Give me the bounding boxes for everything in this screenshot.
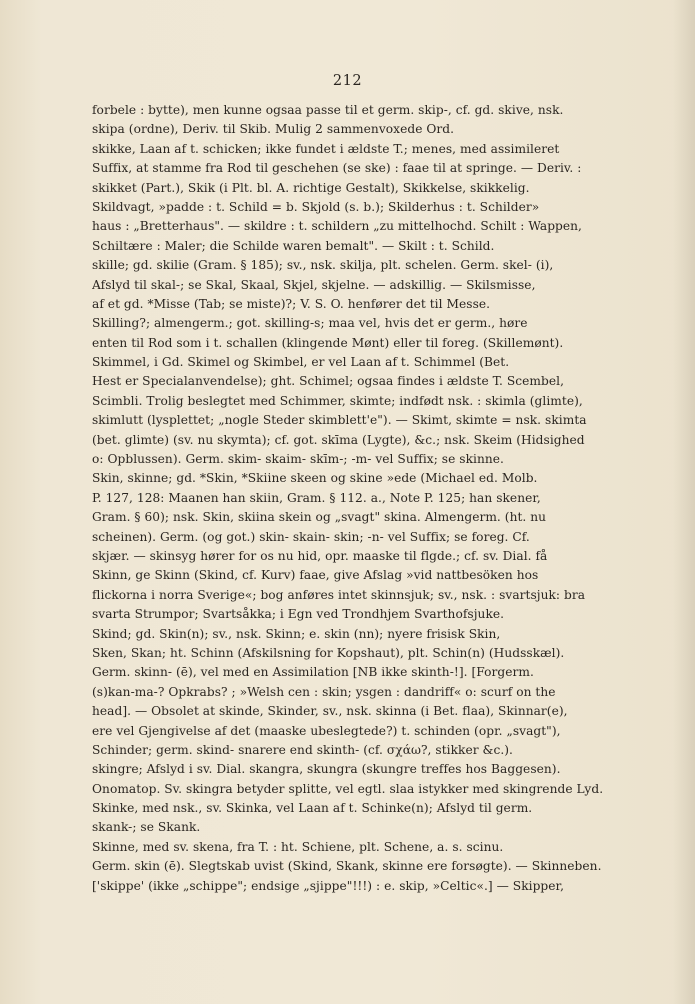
- text-line: Gram. § 60); nsk. Skin, skiina skein og „svagt" skina. Almengerm. (ht. nu: [92, 510, 547, 525]
- text-line: scheinen). Germ. (og got.) skin- skain- skin; -n- vel Suffix; se foreg. Cf.: [92, 529, 530, 544]
- text-line: Skinne, med sv. skena, fra T. : ht. Schiene, plt. Schene, a. s. scinu.: [92, 839, 504, 854]
- text-line: Afslyd til skal-; se Skal, Skaal, Skjel, skjelne. — adskillig. — Skilsmisse,: [92, 277, 536, 292]
- text-line: Germ. skinn- (ē), vel med en Assimilation [NB ikke skinth-!]. [Forgerm.: [92, 665, 534, 680]
- text-line: af et gd. *Misse (Tab; se miste)?; V. S. O. henfører det til Messe.: [92, 296, 491, 311]
- text-line: haus : „Bretterhaus". — skildre : t. schildern „zu mittelhochd. Schilt : Wappen,: [92, 219, 582, 234]
- text-line: (s)kan-ma-? Opkrabs? ; »Welsh cen : skin; ysgen : dandriff« o: scurf on the: [92, 684, 556, 699]
- page-number: 212: [332, 73, 363, 89]
- text-line: skjær. — skinsyg hører for os nu hid, opr. maaske til flgde.; cf. sv. Dial. få: [92, 548, 548, 563]
- dictionary-text-block: [92, 101, 644, 896]
- text-line: (bet. glimte) (sv. nu skymta); cf. got. skīma (Lygte), &c.; nsk. Skeim (Hidsighed: [92, 432, 585, 447]
- text-line: forbele : bytte), men kunne ogsaa passe til et germ. skip-, cf. gd. skive, nsk.: [92, 103, 564, 117]
- text-line: skille; gd. skilie (Gram. § 185); sv., nsk. skilja, plt. schelen. Germ. skel- (i),: [92, 258, 554, 273]
- text-line: head]. — Obsolet at skinde, Skinder, sv., nsk. skinna (i Bet. flaa), Skinnar(e),: [92, 704, 568, 719]
- text-line: enten til Rod som i t. schallen (klingende Mønt) eller til foreg. (Skillemønt).: [92, 335, 564, 350]
- text-line: skipa (ordne), Deriv. til Skib. Mulig 2 sammenvoxede Ord.: [92, 122, 455, 137]
- text-line: Scimbli. Trolig beslegtet med Schimmer, skimte; indfødt nsk. : skimla (glimte),: [92, 393, 583, 408]
- text-line: skank-; se Skank.: [92, 820, 201, 835]
- text-line: Skildvagt, »padde : t. Schild = b. Skjold (s. b.); Skilderhus : t. Schilder»: [92, 199, 540, 214]
- text-line: skingre; Afslyd i sv. Dial. skangra, skungra (skungre treffes hos Baggesen).: [92, 762, 561, 777]
- text-line: o: Opblussen). Germ. skim- skaim- skīm-; -m- vel Suffix; se skinne.: [92, 452, 504, 467]
- text-line: skikke, Laan af t. schicken; ikke fundet i ældste T.; menes, med assimileret: [92, 141, 560, 156]
- text-line: Skinke, med nsk., sv. Skinka, vel Laan af t. Schinke(n); Afslyd til germ.: [92, 801, 533, 816]
- text-line: Schiltære : Maler; die Schilde waren bemalt". — Skilt : t. Schild.: [92, 238, 495, 253]
- text-line: ['skippe' (ikke „schippe"; endsige „sjippe"!!!) : e. skip, »Celtic«.] — Skipper,: [92, 878, 564, 893]
- text-line: Schinder; germ. skind- snarere end skinth- (cf. σχάω?, stikker &c.).: [92, 742, 513, 757]
- text-line: P. 127, 128: Maanen han skiin, Gram. § 112. a., Note P. 125; han skener,: [92, 490, 541, 505]
- text-line: Germ. skin (ē). Slegtskab uvist (Skind, Skank, skinne ere forsøgte). — Skinneben.: [92, 859, 602, 874]
- text-line: Skinn, ge Skinn (Skind, cf. Kurv) faae, give Afslag »vid nattbesöken hos: [92, 568, 539, 583]
- text-line: svarta Strumpor; Svartsåkka; i Egn ved Trondhjem Svarthofsjuke.: [92, 607, 505, 622]
- text-line: Skimmel, i Gd. Skimel og Skimbel, er vel Laan af t. Schimmel (Bet.: [92, 355, 510, 370]
- text-line: Onomatop. Sv. skingra betyder splitte, vel egtl. slaa istykker med skingrende Lyd.: [92, 781, 604, 796]
- text-line: Suffix, at stamme fra Rod til geschehen (se ske) : faae til at springe. — Deriv. :: [92, 161, 582, 176]
- text-line: Hest er Specialanvendelse); ght. Schimel; ogsaa findes i ældste T. Scembel,: [92, 374, 565, 389]
- text-line: Sken, Skan; ht. Schinn (Afskilsning for Kopshaut), plt. Schin(n) (Hudsskæl).: [92, 645, 565, 660]
- text-line: Skilling?; almengerm.; got. skilling-s; maa vel, hvis det er germ., høre: [92, 316, 528, 331]
- text-line: skimlutt (lysplettet; „nogle Steder skimblett'e"). — Skimt, skimte = nsk. skimta: [92, 413, 587, 428]
- text-line: Skind; gd. Skin(n); sv., nsk. Skinn; e. skin (nn); nyere frisisk Skin,: [92, 626, 501, 641]
- text-line: Skin, skinne; gd. *Skin, *Skiine skeen og skine »ede (Michael ed. Molb.: [92, 471, 538, 486]
- text-line: ere vel Gjengivelse af det (maaske ubeslegtede?) t. schinden (opr. „svagt"),: [92, 723, 561, 738]
- text-line: skikket (Part.), Skik (i Plt. bl. A. richtige Gestalt), Skikkelse, skikkelig.: [92, 180, 530, 195]
- text-line: flickorna i norra Sverige«; bog anføres intet skinnsjuk; sv., nsk. : svartsjuk: bra: [92, 587, 586, 602]
